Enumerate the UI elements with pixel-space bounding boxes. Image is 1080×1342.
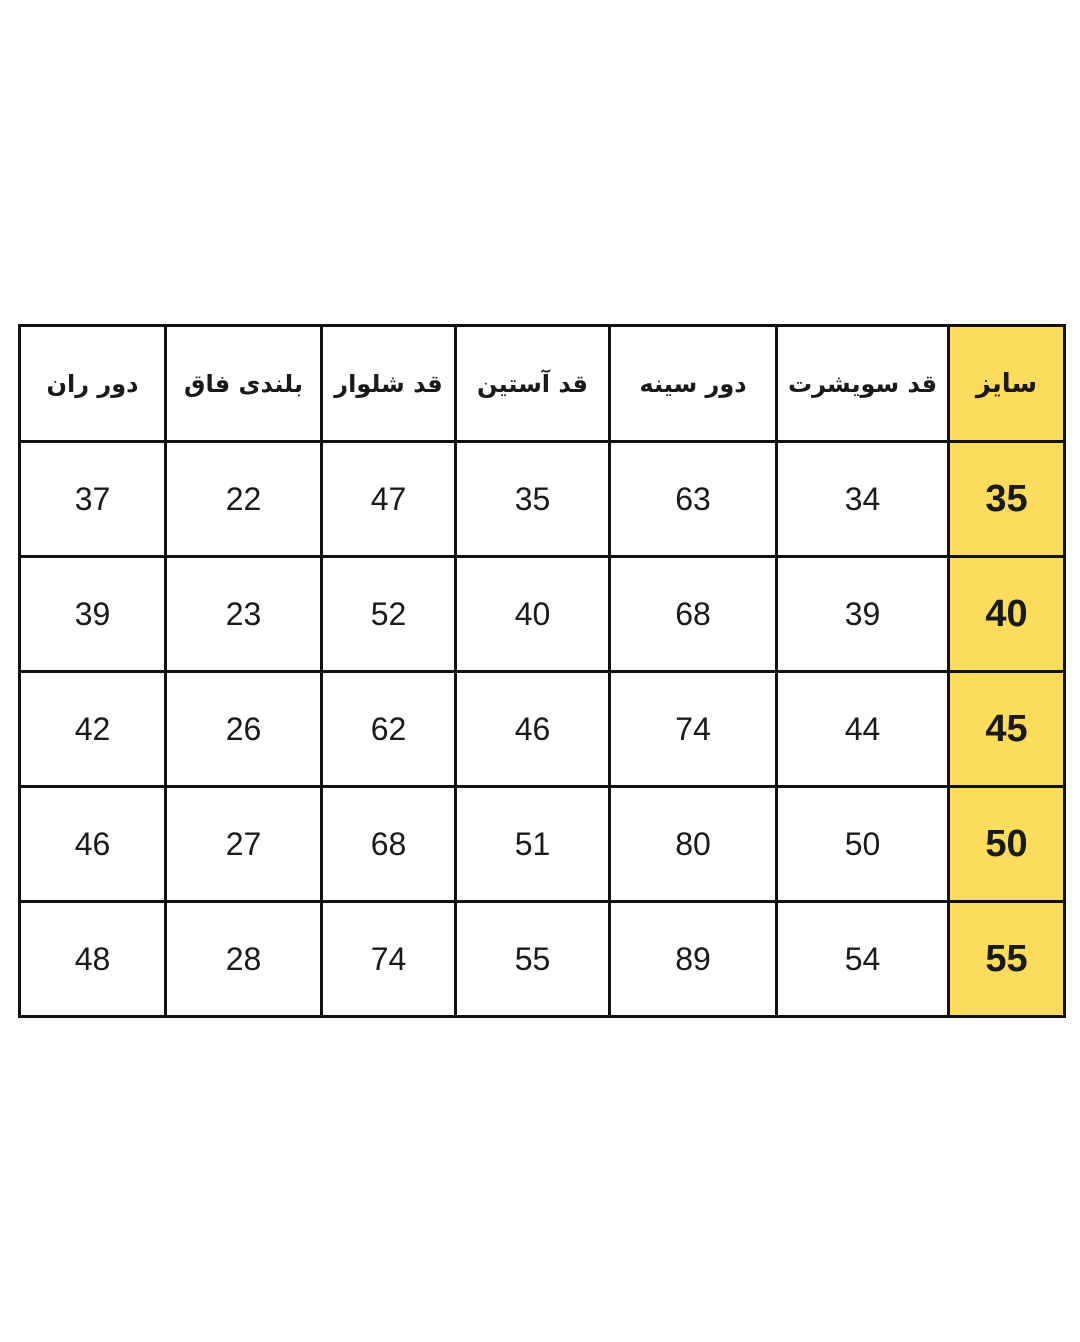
cell-size: 50 — [949, 787, 1065, 902]
size-chart-table — [18, 324, 1066, 1018]
cell-pants-length: 52 — [322, 557, 456, 672]
cell-thigh: 39 — [20, 557, 166, 672]
table-row — [20, 787, 1065, 902]
cell-thigh: 46 — [20, 787, 166, 902]
cell-rise: 27 — [166, 787, 322, 902]
cell-sweatshirt-length: 34 — [777, 442, 949, 557]
cell-thigh: 42 — [20, 672, 166, 787]
table-row — [20, 442, 1065, 557]
cell-thigh: 37 — [20, 442, 166, 557]
cell-chest: 74 — [610, 672, 777, 787]
cell-sweatshirt-length: 39 — [777, 557, 949, 672]
cell-sleeve-length: 55 — [456, 902, 610, 1017]
cell-chest: 89 — [610, 902, 777, 1017]
cell-size: 40 — [949, 557, 1065, 672]
cell-sleeve-length: 46 — [456, 672, 610, 787]
header-sleeve-length: قد آستین — [456, 326, 610, 442]
cell-size: 55 — [949, 902, 1065, 1017]
cell-sweatshirt-length: 50 — [777, 787, 949, 902]
cell-pants-length: 62 — [322, 672, 456, 787]
cell-thigh: 48 — [20, 902, 166, 1017]
header-size: سایز — [949, 326, 1065, 442]
cell-rise: 23 — [166, 557, 322, 672]
cell-chest: 68 — [610, 557, 777, 672]
cell-rise: 26 — [166, 672, 322, 787]
cell-pants-length: 47 — [322, 442, 456, 557]
cell-pants-length: 68 — [322, 787, 456, 902]
header-thigh: دور ران — [20, 326, 166, 442]
cell-size: 35 — [949, 442, 1065, 557]
header-rise: بلندی فاق — [166, 326, 322, 442]
table-row — [20, 902, 1065, 1017]
header-chest: دور سینه — [610, 326, 777, 442]
cell-pants-length: 74 — [322, 902, 456, 1017]
header-sweatshirt-length: قد سویشرت — [777, 326, 949, 442]
cell-chest: 80 — [610, 787, 777, 902]
cell-sweatshirt-length: 44 — [777, 672, 949, 787]
cell-sleeve-length: 40 — [456, 557, 610, 672]
cell-rise: 22 — [166, 442, 322, 557]
header-pants-length: قد شلوار — [322, 326, 456, 442]
header-row — [20, 326, 1065, 442]
cell-sleeve-length: 51 — [456, 787, 610, 902]
cell-sweatshirt-length: 54 — [777, 902, 949, 1017]
cell-rise: 28 — [166, 902, 322, 1017]
cell-chest: 63 — [610, 442, 777, 557]
cell-size: 45 — [949, 672, 1065, 787]
table-row — [20, 672, 1065, 787]
table-row — [20, 557, 1065, 672]
cell-sleeve-length: 35 — [456, 442, 610, 557]
